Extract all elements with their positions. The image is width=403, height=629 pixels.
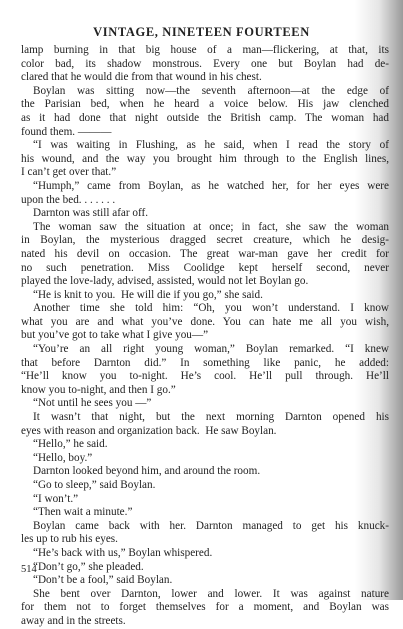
text-line: Another time she told him: “Oh, you won’t understand. I know <box>33 302 389 315</box>
text-line: “Hello,” he said. <box>33 438 108 451</box>
text-line: Boylan was sitting now—the seventh afternoon—at the edge of <box>33 84 389 97</box>
text-line: “I won’t.” <box>33 492 79 505</box>
text-line: what you are and what you’ve done. You can hate me all you wish, <box>21 315 389 328</box>
text-line: found them. ——— <box>21 125 112 138</box>
text-line: as it had done that night outside the British camp. The woman had <box>21 111 389 124</box>
text-line: “I was waiting in Flushing, as he said, when I read the story of <box>33 139 389 152</box>
text-line: eyes with reason and organization back. He saw Boylan. <box>21 424 277 437</box>
text-line: “Humph,” came from Boylan, as he watched her, for her eyes were <box>33 179 389 192</box>
text-line: “He is knit to you. He will die if you go,” she said. <box>33 288 263 301</box>
text-line: clared that he would die from that wound in his chest. <box>21 71 262 84</box>
text-line: “Not until he sees you —” <box>33 397 152 410</box>
text-line: The woman saw the situation at once; in fact, she saw the woman <box>33 220 389 233</box>
text-line: “Then wait a minute.” <box>33 506 133 519</box>
text-line: nated his devil on occasion. The great war-man gave her credit for <box>21 247 389 260</box>
text-line: “You’re an all right young woman,” Boylan remarked. “I knew <box>33 343 389 356</box>
text-line: “He’ll know you to-night. He’s cool. He’ll pull through. He’ll <box>21 370 389 383</box>
text-line: no such penetration. Miss Coolidge kept herself second, never <box>21 261 389 274</box>
text-line: Darnton was still afar off. <box>33 207 149 220</box>
text-line: “Don’t go,” she pleaded. <box>33 560 144 573</box>
text-line: She bent over Darnton, lower and lower. It was against nature <box>33 587 389 600</box>
text-line: “Hello, boy.” <box>33 451 93 464</box>
text-line: Darnton looked beyond him, and around the room. <box>33 465 261 478</box>
text-line: know you to-night, and then I go.” <box>21 383 176 396</box>
text-line: that before Darnton did.” In something like panic, he added: <box>21 356 389 369</box>
text-line: in Boylan, the mysterious dragged secret creature, which he desig- <box>21 234 389 247</box>
text-line: les up to rub his eyes. <box>21 533 118 546</box>
text-line: lamp burning in that big house of a man—flickering, at that, its <box>21 44 389 56</box>
text-line: the Parisian bed, when he heard a voice below. His jaw clenched <box>21 98 389 111</box>
text-line: “Go to sleep,” said Boylan. <box>33 479 156 491</box>
text-line: Boylan came back with her. Darnton managed to get his knuck- <box>33 519 389 532</box>
text-line: for them not to forget themselves for a moment, and Boylan was <box>21 601 389 614</box>
text-line: It wasn’t that night, but the next morning Darnton opened his <box>33 411 389 424</box>
text-line: but you’ve got to take what I give you—” <box>21 329 209 342</box>
body-text <box>21 44 389 629</box>
text-line: his wound, and the way you brought him through to the English lines, <box>21 152 389 165</box>
running-head: VINTAGE, NINETEEN FOURTEEN <box>93 25 310 39</box>
page-number: 514 <box>21 564 37 575</box>
text-line: upon the bed. . . . . . . <box>21 193 116 206</box>
text-line: I can’t get over that.” <box>21 166 117 179</box>
text-line: played the love-lady, advised, assisted, would not let Boylan go. <box>21 275 309 288</box>
text-line: color bad, its shadow monstrous. Every one but Boylan had de- <box>21 57 389 70</box>
text-line: away and in the streets. <box>21 614 126 627</box>
text-line: “Don’t be a fool,” said Boylan. <box>33 574 173 587</box>
text-line: “He’s back with us,” Boylan whispered. <box>33 546 213 559</box>
